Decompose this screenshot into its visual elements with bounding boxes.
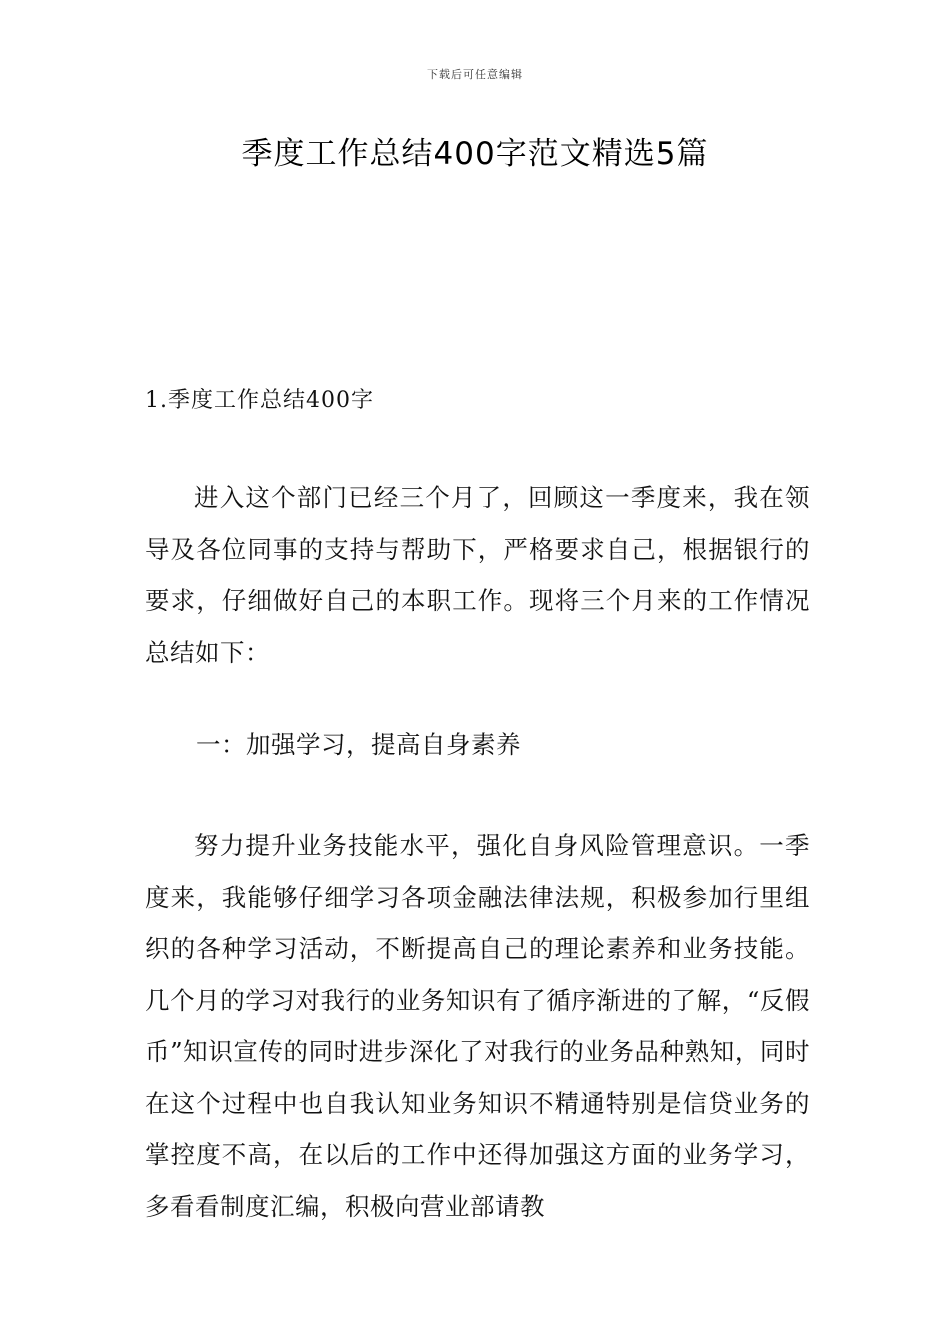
document-title: 季度工作总结400字范文精选5篇 bbox=[241, 136, 709, 172]
subheading: 一：加强学习，提高自身素养 bbox=[196, 730, 521, 759]
header-note: 下载后可任意编辑 bbox=[427, 68, 523, 81]
intro-paragraph: 进入这个部门已经三个月了，回顾这一季度来，我在领导及各位同事的支持与帮助下，严格要求自己，根据银行的要求，仔细做好自己的本职工作。现将三个月来的工作情况总结如下： bbox=[145, 483, 810, 667]
section-heading: 1.季度工作总结400字 bbox=[145, 388, 374, 413]
body-paragraph: 努力提升业务技能水平，强化自身风险管理意识。一季度来，我能够仔细学习各项金融法律法规，积极参加行里组织的各种学习活动，不断提高自己的理论素养和业务技能。几个月的学习对我行的业务知识有了循序渐进的了解，“反假 币”知识宣传的同时进步深化了对我行的业务品种熟知，同时在这个过程中也自我认知业务知识不精通特别是信贷业务的掌控度不高，在以后的工作中还得加强这方面的业务学习，多看看制度汇编，积极向营业部请教 bbox=[145, 831, 810, 1221]
